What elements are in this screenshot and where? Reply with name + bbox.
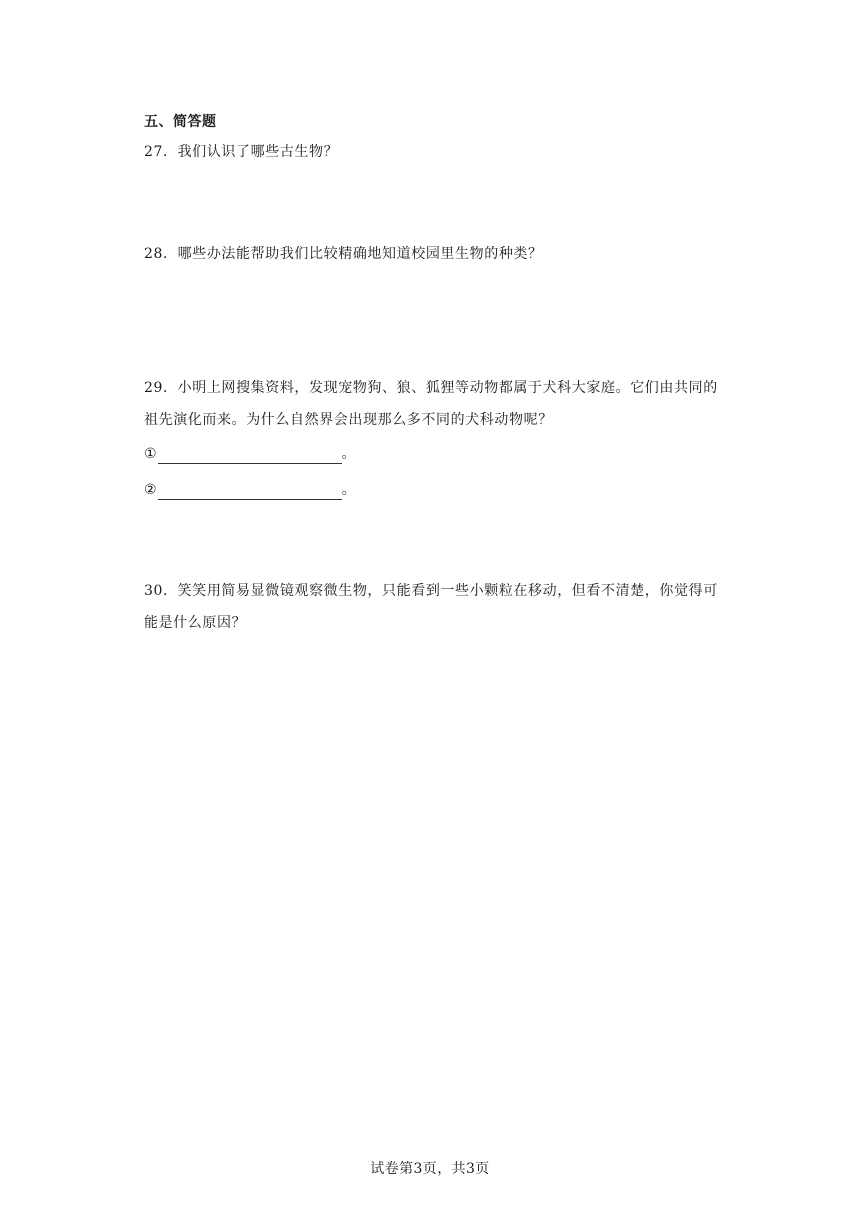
answer-line-2 [144,480,356,500]
answer-end-2: 。 [341,482,356,498]
answer-marker-1: ① [144,446,157,462]
answer-blank-2[interactable] [158,485,342,500]
question-28: 28．哪些办法能帮助我们比较精确地知道校园里生物的种类？ [144,246,543,262]
answer-marker-2: ② [144,482,157,498]
question-27: 27．我们认识了哪些古生物？ [144,144,339,160]
answer-end-1: 。 [341,446,356,462]
question-29: 29．小明上网搜集资料，发现宠物狗、狼、狐狸等动物都属于犬科大家庭。它们由共同的祖先演化而来。为什么自然界会出现那么多不同的犬科动物呢？ [144,380,718,428]
page-footer: 试卷第3页，共3页 [370,1161,490,1177]
question-30: 30．笑笑用简易显微镜观察微生物，只能看到一些小颗粒在移动，但看不清楚，你觉得可能是什么原因？ [144,583,718,631]
section-title: 五、简答题 [144,114,217,130]
answer-line-1 [144,444,356,464]
answer-blank-1[interactable] [158,449,342,464]
